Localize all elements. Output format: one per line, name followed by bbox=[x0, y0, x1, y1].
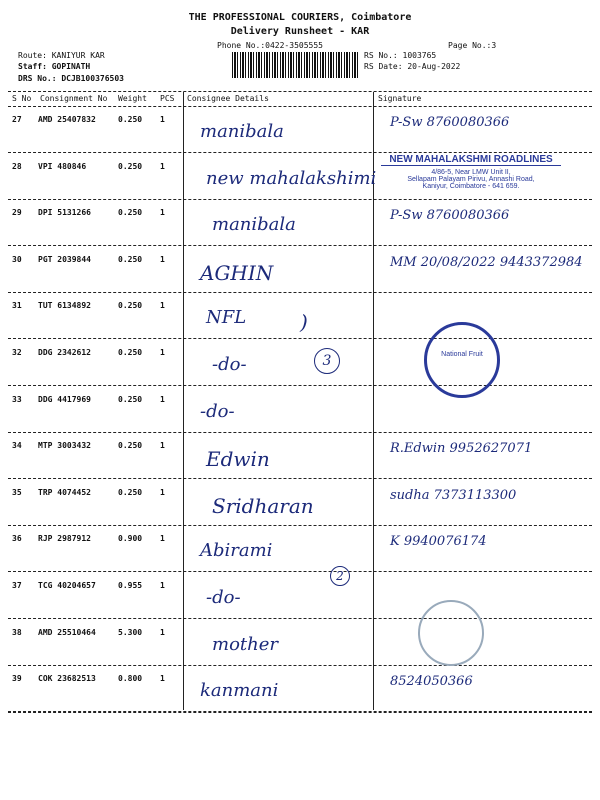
row-signature-handwriting: K 9940076174 bbox=[390, 534, 487, 550]
row-weight: 0.250 bbox=[118, 348, 143, 357]
roadlines-stamp bbox=[381, 154, 561, 212]
row-weight: 5.300 bbox=[118, 627, 143, 637]
row-pcs: 1 bbox=[160, 348, 165, 357]
row-signature-handwriting: MM 20/08/2022 9443372984 bbox=[390, 254, 583, 270]
row-consignee-handwriting: NFL bbox=[206, 307, 247, 329]
col-consignment: Consignment No bbox=[40, 94, 108, 103]
table-row bbox=[0, 107, 600, 153]
row-sno: 32 bbox=[12, 348, 22, 357]
table-row bbox=[0, 666, 600, 712]
row-pcs: 1 bbox=[160, 161, 165, 171]
row-consignment-no: TUT 6134892 bbox=[38, 301, 91, 311]
stamp-line3: Kaniyur, Coimbatore - 641 659. bbox=[422, 183, 520, 190]
row-weight: 0.250 bbox=[118, 394, 143, 404]
barcode bbox=[232, 52, 358, 78]
row-consignee-handwriting: Edwin bbox=[206, 447, 270, 472]
table-top-line bbox=[8, 91, 592, 92]
row-consignment-no: TCG 40204657 bbox=[38, 581, 96, 590]
row-weight: 0.250 bbox=[118, 254, 143, 264]
row-consignment-no: PGT 2039844 bbox=[38, 254, 91, 264]
row-signature-handwriting: P-Sw 8760080366 bbox=[390, 115, 510, 130]
table-row bbox=[0, 480, 600, 526]
rs-date: RS Date: 20-Aug-2022 bbox=[364, 62, 461, 71]
row-consignment-no: TRP 4074452 bbox=[38, 487, 91, 497]
count-circle-36-37: 2 bbox=[330, 566, 350, 586]
col-sno: S No bbox=[12, 94, 32, 103]
row-sno: 29 bbox=[12, 208, 22, 218]
phone-number: Phone No.:0422-3505555 bbox=[217, 41, 323, 50]
table-row bbox=[0, 247, 600, 293]
row-weight: 0.800 bbox=[118, 674, 143, 684]
row-weight: 0.250 bbox=[118, 161, 143, 171]
row-weight: 0.250 bbox=[118, 115, 143, 124]
row-consignee-handwriting: AGHIN bbox=[200, 260, 274, 285]
row-pcs: 1 bbox=[160, 301, 165, 311]
row-consignment-no: DDG 4417969 bbox=[38, 394, 91, 404]
col-consignee: Consignee Details bbox=[187, 94, 269, 103]
row-consignee-handwriting: new mahalakshimi bbox=[206, 167, 377, 189]
runsheet-title: Delivery Runsheet - KAR bbox=[230, 26, 370, 37]
company-name: THE PROFESSIONAL COURIERS, Coimbatore bbox=[188, 12, 412, 23]
row-pcs: 1 bbox=[160, 115, 165, 124]
row-consignee-handwriting: manibala bbox=[212, 214, 296, 236]
row-consignee-handwriting: manibala bbox=[200, 121, 284, 142]
stamp-line1: 4/86-5, Near LMW Unit II, bbox=[431, 169, 511, 176]
stamp-name: NEW MAHALAKSHMI ROADLINES bbox=[381, 154, 561, 166]
row-signature-handwriting: sudha 7373113300 bbox=[390, 487, 517, 503]
row-weight: 0.250 bbox=[118, 487, 143, 497]
row-consignment-no: AMD 25510464 bbox=[38, 627, 96, 637]
drs-number: DRS No.: DCJB100376503 bbox=[18, 74, 124, 83]
table-bottom-line bbox=[8, 712, 592, 713]
row-weight: 0.250 bbox=[118, 208, 143, 218]
row-consignee-handwriting: Abirami bbox=[200, 540, 273, 562]
row-sno: 39 bbox=[12, 674, 22, 684]
rs-number: RS No.: 1003765 bbox=[364, 51, 437, 60]
row-pcs: 1 bbox=[160, 534, 165, 544]
row-sno: 37 bbox=[12, 581, 22, 590]
national-fruit-stamp bbox=[424, 322, 500, 398]
row-sno: 30 bbox=[12, 254, 22, 264]
row-consignment-no: AMD 25407832 bbox=[38, 115, 96, 124]
row-consignee-handwriting: kanmani bbox=[200, 680, 279, 702]
table-row bbox=[0, 387, 600, 433]
row-consignee-handwriting: -do- bbox=[212, 354, 247, 375]
row-pcs: 1 bbox=[160, 441, 165, 451]
count-circle-31-33: 3 bbox=[314, 348, 340, 374]
row-consignment-no: MTP 3003432 bbox=[38, 441, 91, 451]
route-label: Route: KANIYUR KAR bbox=[18, 51, 105, 60]
row-consignment-no: DDG 2342612 bbox=[38, 348, 91, 357]
row-weight: 0.250 bbox=[118, 301, 143, 311]
row-pcs: 1 bbox=[160, 394, 165, 404]
row-consignee-handwriting: Sridharan bbox=[212, 493, 314, 518]
row-sno: 36 bbox=[12, 534, 22, 544]
table-row bbox=[0, 433, 600, 479]
row-signature-handwriting: P-Sw 8760080366 bbox=[390, 208, 510, 224]
col-pcs: PCS bbox=[160, 94, 175, 103]
row-weight: 0.250 bbox=[118, 441, 143, 451]
row-sno: 34 bbox=[12, 441, 22, 451]
row-sno: 35 bbox=[12, 487, 22, 497]
row-consignment-no: VPI 480846 bbox=[38, 161, 87, 171]
table-row bbox=[0, 526, 600, 572]
row-consignment-no: DPI 5131266 bbox=[38, 208, 91, 218]
row-pcs: 1 bbox=[160, 581, 165, 590]
page-number: Page No.:3 bbox=[448, 41, 497, 50]
row-sno: 27 bbox=[12, 115, 22, 124]
table-row bbox=[0, 340, 600, 386]
row-signature-handwriting: 8524050366 bbox=[390, 674, 473, 690]
table-row bbox=[0, 620, 600, 666]
row-consignment-no: RJP 2987912 bbox=[38, 534, 91, 544]
row-pcs: 1 bbox=[160, 627, 165, 637]
col-signature: Signature bbox=[378, 94, 422, 103]
row-pcs: 1 bbox=[160, 254, 165, 264]
row-weight: 0.900 bbox=[118, 534, 143, 544]
row-pcs: 1 bbox=[160, 674, 165, 684]
row-sno: 28 bbox=[12, 161, 22, 171]
row-weight: 0.955 bbox=[118, 581, 143, 590]
row-sno: 31 bbox=[12, 301, 22, 311]
row-pcs: 1 bbox=[160, 208, 165, 218]
national-stamp-text: National Fruit bbox=[441, 351, 483, 358]
col-weight: Weight bbox=[118, 94, 147, 103]
row-consignee-handwriting: -do- bbox=[200, 400, 235, 422]
staff-label: Staff: GOPINATH bbox=[18, 62, 91, 71]
row-consignee-handwriting: -do- bbox=[206, 587, 241, 608]
bracket-annotation: ) bbox=[300, 310, 308, 334]
row-sno: 38 bbox=[12, 627, 22, 637]
faded-round-stamp bbox=[418, 600, 484, 666]
table-row bbox=[0, 573, 600, 619]
row-signature-handwriting: R.Edwin 9952627071 bbox=[390, 441, 533, 457]
row-pcs: 1 bbox=[160, 487, 165, 497]
row-consignee-handwriting: mother bbox=[212, 633, 278, 655]
row-sno: 33 bbox=[12, 394, 22, 404]
row-consignment-no: COK 23682513 bbox=[38, 674, 96, 684]
stamp-line2: Sellapam Palayam Pirivu, Annashi Road, bbox=[407, 176, 535, 183]
